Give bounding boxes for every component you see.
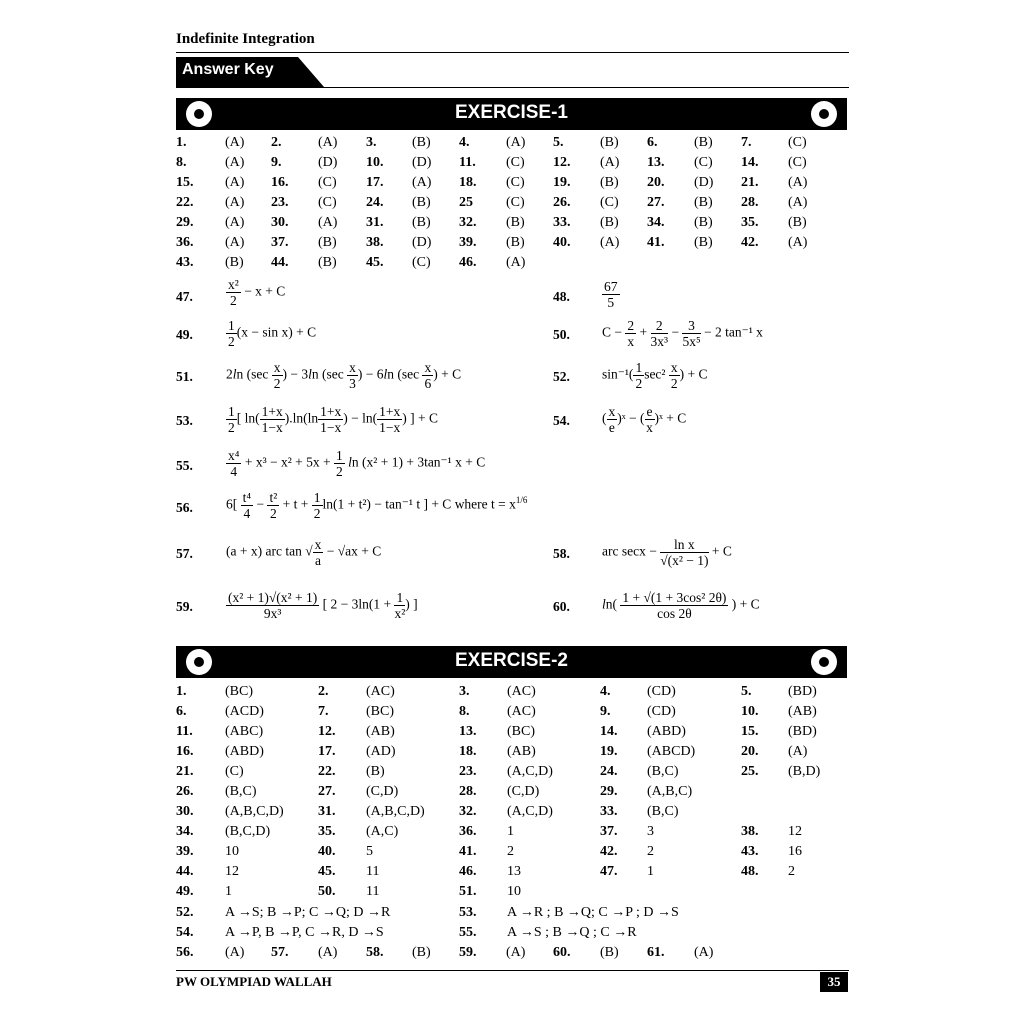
answer-value: (B): [694, 235, 713, 250]
exercise-1-header: [176, 98, 847, 130]
question-number: 44.: [271, 255, 289, 270]
question-number: 15.: [741, 724, 759, 739]
answer-value: (B,C): [647, 764, 679, 779]
footer-rule: [176, 970, 849, 971]
question-number: 55.: [459, 925, 477, 940]
answer-value: (B): [366, 764, 385, 779]
answer-value: (BC): [366, 704, 394, 719]
question-number: 5.: [741, 684, 752, 699]
answer-value: (C): [318, 175, 337, 190]
answer-value: (AB): [366, 724, 395, 739]
formula-answer: $\frac{67}{5}$: [604, 279, 618, 310]
answer-value: 3: [647, 824, 654, 839]
answer-value: (C): [600, 195, 619, 210]
question-number: 2.: [271, 135, 282, 150]
answer-value: (B): [318, 235, 337, 250]
match-answer: A →R ; B →Q; C →P ; D →S: [507, 905, 679, 920]
answer-value: (AC): [366, 684, 395, 699]
answer-value: (C): [412, 255, 431, 270]
answer-value: 2: [647, 844, 654, 859]
question-number: 41.: [459, 844, 477, 859]
formula-answer: $\frac{\text{x⁴}}{4}$ + x³ − x² + 5x + $\frac{1}{2}$ ln (x² + 1) + 3tan⁻¹ x + C: [228, 448, 486, 479]
answer-value: (ACD): [225, 704, 264, 719]
answer-value: (A): [694, 945, 714, 960]
formula-answer: 6[ $\frac{\text{t⁴}}{4}$ − $\frac{\text{t²}}{2}$ + t + $\frac{1}{2}$ ln(1 + t²) − tan⁻¹ t ] + C where $t = x^{1/6}$: [226, 490, 528, 521]
formula-answer: 2ln (sec $\frac{x}{2}$ ) − 3ln (sec $\frac{x}{3}$ ) − 6ln (sec $\frac{x}{6}$ ) + C: [226, 360, 462, 391]
answer-value: (B): [225, 255, 244, 270]
formula-answer: $\frac{\text{(x² + 1)√(x² + 1)}}{\text{9x³}}$ [ 2 − 3ln(1 + $\frac{1}{\text{x²}}$ ) ]: [228, 590, 418, 621]
answer-value: 2: [788, 864, 795, 879]
question-number: 28.: [459, 784, 477, 799]
question-number: 51.: [459, 884, 477, 899]
answer-value: (B): [600, 135, 619, 150]
question-number: 26.: [176, 784, 194, 799]
question-number: 28.: [741, 195, 759, 210]
question-number: 16.: [176, 744, 194, 759]
question-number: 27.: [318, 784, 336, 799]
answer-value: (B): [600, 175, 619, 190]
answer-value: 12: [225, 864, 239, 879]
answer-value: (AC): [507, 684, 536, 699]
answer-value: (A): [506, 255, 526, 270]
question-number: 43.: [176, 255, 194, 270]
question-number: 39.: [176, 844, 194, 859]
question-number: 17.: [366, 175, 384, 190]
question-number: 23.: [459, 764, 477, 779]
formula-number: 58.: [553, 546, 570, 561]
question-number: 1.: [176, 684, 187, 699]
question-number: 6.: [647, 135, 658, 150]
answer-value: (A,C): [366, 824, 399, 839]
question-number: 32.: [459, 804, 477, 819]
answer-value: (B,D): [788, 764, 821, 779]
answer-value: (ABC): [225, 724, 264, 739]
question-number: 34.: [647, 215, 665, 230]
match-answer: A →P, B →P, C →R, D →S: [225, 925, 384, 940]
question-number: 38.: [741, 824, 759, 839]
formula-answer: sin⁻¹( $\frac{1}{2}$ sec² $\frac{x}{2}$ ) + C: [602, 360, 708, 391]
match-answer: A →S ; B →Q ; C →R: [507, 925, 637, 940]
answer-value: (B): [412, 135, 431, 150]
answer-value: (A): [506, 135, 526, 150]
formula-answer: $\frac{\text{x²}}{2}$ − x + C: [228, 277, 286, 308]
question-number: 17.: [318, 744, 336, 759]
question-number: 33.: [553, 215, 571, 230]
question-number: 18.: [459, 744, 477, 759]
formula-number: 57.: [176, 546, 193, 561]
formula-answer: (a + x) arc tan √ $\frac{x}{a}$ − √ax + C: [226, 537, 382, 568]
question-number: 8.: [176, 155, 187, 170]
answer-value: (ABD): [225, 744, 264, 759]
answer-value: 1: [507, 824, 514, 839]
answer-value: (B): [694, 195, 713, 210]
answer-value: (A): [225, 135, 245, 150]
question-number: 45.: [366, 255, 384, 270]
question-number: 42.: [600, 844, 618, 859]
answer-value: 13: [507, 864, 521, 879]
question-number: 23.: [271, 195, 289, 210]
answer-value: (B,C): [647, 804, 679, 819]
answer-value: (BC): [507, 724, 535, 739]
answer-value: (C): [506, 175, 525, 190]
question-number: 15.: [176, 175, 194, 190]
answer-value: (A): [318, 945, 338, 960]
answer-value: (A): [225, 215, 245, 230]
answer-value: 1: [647, 864, 654, 879]
answer-value: 2: [507, 844, 514, 859]
question-number: 39.: [459, 235, 477, 250]
answer-value: (B): [412, 215, 431, 230]
question-number: 54.: [176, 925, 194, 940]
question-number: 60.: [553, 945, 571, 960]
question-number: 10.: [741, 704, 759, 719]
answer-value: (B): [600, 945, 619, 960]
answer-value: 11: [366, 864, 380, 879]
question-number: 2.: [318, 684, 329, 699]
answer-value: (A): [788, 195, 808, 210]
answer-value: (A): [318, 135, 338, 150]
question-number: 33.: [600, 804, 618, 819]
question-number: 12.: [553, 155, 571, 170]
question-number: 38.: [366, 235, 384, 250]
formula-answer: ln( $\frac{\text{1 + √(1 + 3cos² 2θ)}}{\cos 2\theta}$ ) + C: [602, 590, 760, 621]
answer-value: (C): [506, 195, 525, 210]
formula-answer: ( $\frac{x}{e}$ )ˣ − ( $\frac{e}{x}$ )ˣ + C: [602, 404, 687, 435]
answer-key-label: Answer Key: [182, 61, 274, 78]
answer-value: 12: [788, 824, 802, 839]
answer-value: (D): [412, 155, 432, 170]
answer-value: (C): [318, 195, 337, 210]
question-number: 35.: [741, 215, 759, 230]
answer-value: (C): [694, 155, 713, 170]
question-number: 59.: [459, 945, 477, 960]
answer-value: (D): [694, 175, 714, 190]
answer-value: (B): [600, 215, 619, 230]
question-number: 7.: [741, 135, 752, 150]
answer-value: (ABCD): [647, 744, 696, 759]
question-number: 34.: [176, 824, 194, 839]
question-number: 16.: [271, 175, 289, 190]
question-number: 20.: [741, 744, 759, 759]
formula-number: 48.: [553, 289, 570, 304]
answer-value: (CD): [647, 684, 676, 699]
answer-value: (A): [600, 235, 620, 250]
answer-value: (A): [225, 195, 245, 210]
formula-number: 51.: [176, 369, 193, 384]
answer-value: (A,B,C): [647, 784, 693, 799]
question-number: 48.: [741, 864, 759, 879]
question-number: 13.: [647, 155, 665, 170]
question-number: 9.: [271, 155, 282, 170]
question-number: 40.: [318, 844, 336, 859]
question-number: 46.: [459, 255, 477, 270]
formula-number: 49.: [176, 327, 193, 342]
answer-value: (B): [694, 135, 713, 150]
answer-value: (A,B,C,D): [366, 804, 425, 819]
match-answer: A →S; B →P; C →Q; D →R: [225, 905, 391, 920]
question-number: 14.: [600, 724, 618, 739]
question-number: 27.: [647, 195, 665, 210]
formula-answer: C − $\frac{2}{x}$ + $\frac{2}{\text{3x³}}$ − $\frac{3}{\text{5x⁵}}$ − 2 tan⁻¹ x: [602, 318, 763, 349]
answer-value: 16: [788, 844, 802, 859]
question-number: 61.: [647, 945, 665, 960]
question-number: 31.: [318, 804, 336, 819]
answer-value: (C,D): [507, 784, 540, 799]
formula-number: 47.: [176, 289, 193, 304]
question-number: 1.: [176, 135, 187, 150]
formula-number: 52.: [553, 369, 570, 384]
answer-value: (A): [225, 945, 245, 960]
question-number: 4.: [600, 684, 611, 699]
formula-number: 55.: [176, 458, 193, 473]
question-number: 58.: [366, 945, 384, 960]
answer-value: (B,C,D): [225, 824, 271, 839]
question-number: 57.: [271, 945, 289, 960]
question-number: 24.: [600, 764, 618, 779]
question-number: 40.: [553, 235, 571, 250]
answer-value: (C): [788, 135, 807, 150]
exercise-1-title: EXERCISE-1: [455, 102, 568, 123]
question-number: 19.: [600, 744, 618, 759]
question-number: 5.: [553, 135, 564, 150]
answer-value: (A): [788, 175, 808, 190]
question-number: 43.: [741, 844, 759, 859]
answer-value: (C): [788, 155, 807, 170]
answer-value: (A): [788, 235, 808, 250]
question-number: 52.: [176, 905, 194, 920]
formula-answer: $\frac{1}{2}$ (x − sin x) + C: [228, 318, 317, 349]
question-number: 31.: [366, 215, 384, 230]
question-number: 21.: [741, 175, 759, 190]
answer-value: (B): [318, 255, 337, 270]
publisher-name: PW OLYMPIAD WALLAH: [176, 974, 332, 989]
question-number: 25: [459, 195, 473, 210]
question-number: 29.: [600, 784, 618, 799]
answer-value: 11: [366, 884, 380, 899]
question-number: 14.: [741, 155, 759, 170]
answer-value: (C): [506, 155, 525, 170]
answer-value: (D): [318, 155, 338, 170]
question-number: 53.: [459, 905, 477, 920]
question-number: 26.: [553, 195, 571, 210]
question-number: 7.: [318, 704, 329, 719]
question-number: 49.: [176, 884, 194, 899]
question-number: 32.: [459, 215, 477, 230]
answer-value: (B): [506, 215, 525, 230]
answer-value: (AB): [507, 744, 536, 759]
question-number: 42.: [741, 235, 759, 250]
answer-value: (A): [788, 744, 808, 759]
answer-value: (B): [788, 215, 807, 230]
question-number: 36.: [459, 824, 477, 839]
answer-value: (A): [225, 175, 245, 190]
question-number: 10.: [366, 155, 384, 170]
question-number: 56.: [176, 945, 194, 960]
answer-value: (A): [412, 175, 432, 190]
chapter-title: Indefinite Integration: [176, 31, 315, 47]
answer-value: 1: [225, 884, 232, 899]
question-number: 37.: [271, 235, 289, 250]
question-number: 6.: [176, 704, 187, 719]
answer-value: (A,B,C,D): [225, 804, 284, 819]
answer-value: (BD): [788, 724, 817, 739]
question-number: 3.: [366, 135, 377, 150]
question-number: 3.: [459, 684, 470, 699]
answer-value: (A): [506, 945, 526, 960]
question-number: 19.: [553, 175, 571, 190]
question-number: 11.: [459, 155, 476, 170]
answer-value: (C,D): [366, 784, 399, 799]
bullet-right-icon: [811, 101, 837, 127]
answer-value: (A): [225, 235, 245, 250]
question-number: 25.: [741, 764, 759, 779]
answer-value: 5: [366, 844, 373, 859]
question-number: 46.: [459, 864, 477, 879]
answer-value: (A): [318, 215, 338, 230]
answer-value: (A): [600, 155, 620, 170]
question-number: 13.: [459, 724, 477, 739]
question-number: 24.: [366, 195, 384, 210]
question-number: 9.: [600, 704, 611, 719]
answer-value: (BC): [225, 684, 253, 699]
formula-number: 60.: [553, 599, 570, 614]
question-number: 30.: [176, 804, 194, 819]
question-number: 11.: [176, 724, 193, 739]
question-number: 35.: [318, 824, 336, 839]
answer-value: (AC): [507, 704, 536, 719]
answer-value: (B): [412, 945, 431, 960]
answer-value: (AB): [788, 704, 817, 719]
formula-number: 53.: [176, 413, 193, 428]
question-number: 45.: [318, 864, 336, 879]
question-number: 47.: [600, 864, 618, 879]
question-number: 29.: [176, 215, 194, 230]
answer-value: (C): [225, 764, 244, 779]
question-number: 41.: [647, 235, 665, 250]
formula-number: 54.: [553, 413, 570, 428]
question-number: 22.: [318, 764, 336, 779]
question-number: 50.: [318, 884, 336, 899]
question-number: 4.: [459, 135, 470, 150]
question-number: 18.: [459, 175, 477, 190]
formula-number: 50.: [553, 327, 570, 342]
question-number: 22.: [176, 195, 194, 210]
formula-answer: arc secx − $\frac{\text{ln x}}{\text{√(x² − 1)}}$ + C: [602, 537, 732, 568]
formula-number: 59.: [176, 599, 193, 614]
question-number: 36.: [176, 235, 194, 250]
question-number: 12.: [318, 724, 336, 739]
header-rule: [176, 52, 849, 53]
question-number: 44.: [176, 864, 194, 879]
answer-value: (ABD): [647, 724, 686, 739]
formula-answer: $\frac{1}{2}$ [ ln( $\frac{1+x}{1-x}$ ).ln(ln $\frac{1+x}{1-x}$ ) − ln( $\frac{1+x}{1-x}$ ) ] + C: [228, 404, 438, 435]
formula-number: 56.: [176, 500, 193, 515]
answer-value: (B): [694, 215, 713, 230]
answer-value: (A,C,D): [507, 764, 553, 779]
answer-value: (A): [225, 155, 245, 170]
question-number: 8.: [459, 704, 470, 719]
question-number: 21.: [176, 764, 194, 779]
question-number: 30.: [271, 215, 289, 230]
answer-value: 10: [507, 884, 521, 899]
answer-value: (B,C): [225, 784, 257, 799]
page-number: 35: [820, 972, 848, 992]
answer-value: (CD): [647, 704, 676, 719]
answer-value: (A,C,D): [507, 804, 553, 819]
question-number: 20.: [647, 175, 665, 190]
answer-key-rule: [176, 87, 849, 88]
answer-value: (B): [412, 195, 431, 210]
answer-value: (BD): [788, 684, 817, 699]
exercise-2-header: [176, 646, 847, 678]
bullet-right-icon: [811, 649, 837, 675]
answer-value: (D): [412, 235, 432, 250]
exercise-2-title: EXERCISE-2: [455, 650, 568, 671]
answer-value: 10: [225, 844, 239, 859]
answer-value: (AD): [366, 744, 396, 759]
answer-value: (B): [506, 235, 525, 250]
question-number: 37.: [600, 824, 618, 839]
